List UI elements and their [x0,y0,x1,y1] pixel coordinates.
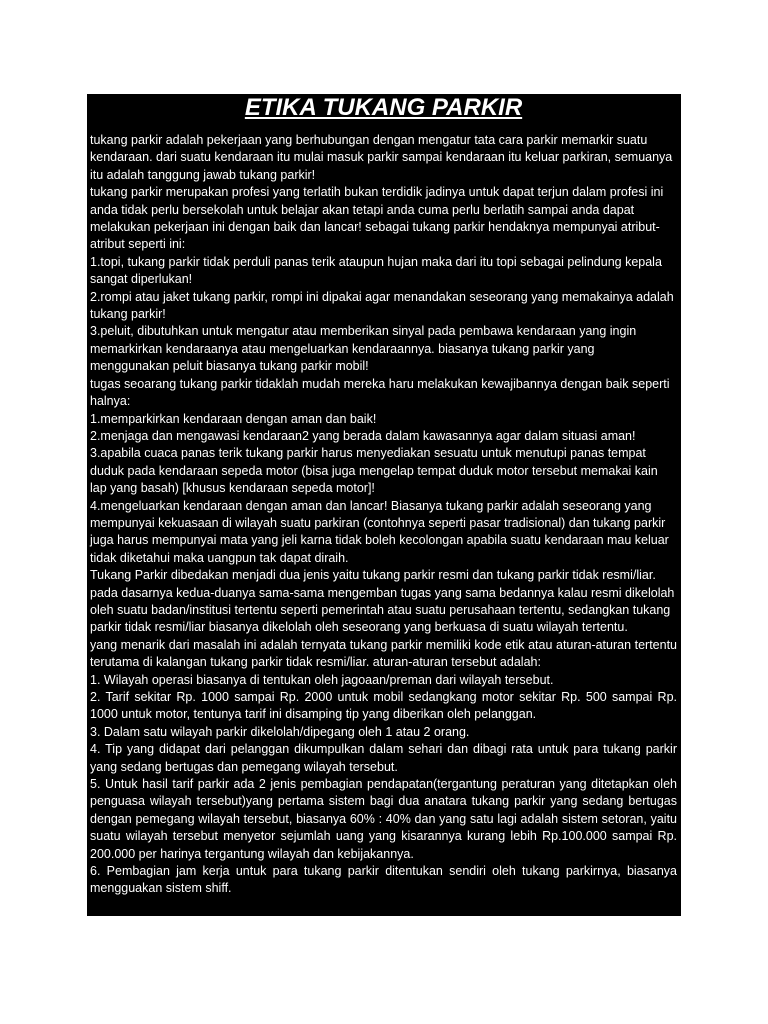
paragraph-rule-3: 3. Dalam satu wilayah parkir dikelolah/dipegang oleh 1 atau 2 orang. [90,724,470,739]
paragraph-rule-5: 5. Untuk hasil tarif parkir ada 2 jenis pembagian pendapatan(tergantung peraturan yang ditetapkan oleh penguasa wilayah tersebut)yang pertama sistem bagi dua anatara tukang parkir yang sedang bertugas dengan pemegang wilayah tersebut, biasanya 60% : 40% dan yang satu lagi adalah sistem setoran, yaitu suatu wilayah tersebut menyetor sejumlah uang yang kisarannya kurang lebih Rp.100.000 sampai Rp. 200.000 per harinya tergantung wilayah dan kebijakannya. [90,777,677,861]
paragraph-rule-1: 1. Wilayah operasi biasanya di tentukan oleh jagoaan/preman dari wilayah tersebut. [90,672,554,687]
paragraph-types: Tukang Parkir dibedakan menjadi dua jenis yaitu tukang parkir resmi dan tukang parkir tidak resmi/liar. pada dasarnya kedua-duanya sama-sama mengemban tugas yang sama bedannya kalau resmi dikelolah oleh suatu badan/institusi tertentu seperti pemerintah atau suatu perusahaan tertentu, sedangkan tukang parkir tidak resmi/liar biasanya dikelolah oleh seseorang yang berkuasa di suatu wilayah tertentu. [90,568,675,635]
paragraph-attribute-vest: 2.rompi atau jaket tukang parkir, rompi ini dipakai agar menandakan seseorang yang memakainya adalah tukang parkir! [90,289,674,322]
paragraph-rules-intro: yang menarik dari masalah ini adalah ternyata tukang parkir memiliki kode etik atau aturan-aturan tertentu terutama di kalangan tukang parkir tidak resmi/liar. aturan-aturan tersebut adalah: [90,637,677,670]
paragraph-rule-6: 6. Pembagian jam kerja untuk para tukang parkir ditentukan sendiri oleh tukang parkirnya, biasanya mengguakan sistem shiff. [90,864,677,896]
paragraph-attribute-hat: 1.topi, tukang parkir tidak perduli panas terik ataupun hujan maka dari itu topi sebagai pelindung kepala sangat diperlukan! [90,254,662,287]
document-title: ETIKA TUKANG PARKIR [244,94,523,121]
paragraph-duty-2: 2.menjaga dan mengawasi kendaraan2 yang berada dalam kawasannya agar dalam situasi aman! [90,428,636,443]
paragraph-duty-3: 3.apabila cuaca panas terik tukang parkir harus menyediakan sesuatu untuk menutupi panas tempat duduk pada kendaraan sepeda motor (bisa juga mengelap tempat duduk motor tersebut memakai kain lap yang basah) [khusus kendaraan sepeda motor]! [90,446,658,496]
paragraph-rule-4: 4. Tip yang didapat dari pelanggan dikumpulkan dalam sehari dan dibagi rata untuk para tukang parkir yang sedang bertugas dan pemegang wilayah tersebut. [90,742,677,774]
paragraph-rule-2: 2. Tarif sekitar Rp. 1000 sampai Rp. 2000 untuk mobil sedangkang motor sekitar Rp. 500 sampai Rp. 1000 untuk motor, tentunya tarif ini disamping tip yang diberikan oleh pelanggan. [90,690,677,722]
paragraph-attribute-whistle: 3.peluit, dibutuhkan untuk mengatur atau memberikan sinyal pada pembawa kendaraan yang ingin memarkirkan kendaraanya atau mengeluarkan kendaraannya. biasanya tukang parkir yang menggunakan peluit biasanya tukang parkir mobil! [90,324,637,374]
paragraph-duty-1: 1.memparkirkan kendaraan dengan aman dan baik! [90,411,377,426]
document-body [90,132,677,898]
paragraph-duty-4: 4.mengeluarkan kendaraan dengan aman dan lancar! Biasanya tukang parkir adalah seseorang yang mempunyai kekuasaan di wilayah suatu parkiran (contohnya seperti pasar tradisional) dan tukang parkir juga harus mempunyai mata yang jeli karna tidak boleh kecolongan apabila suatu kendaraan mau keluar tidak diketahui maka uangpun tak dapat diraih. [90,498,669,565]
document-page [87,94,681,916]
paragraph-intro: tukang parkir adalah pekerjaan yang berhubungan dengan mengatur tata cara parkir memarkir suatu kendaraan. dari suatu kendaraan itu mulai masuk parkir sampai kendaraan itu keluar parkiran, semuanya itu adalah tanggung jawab tukang parkir! [90,133,673,182]
paragraph-profession: tukang parkir merupakan profesi yang terlatih bukan terdidik jadinya untuk dapat terjun dalam profesi ini anda tidak perlu bersekolah untuk belajar akan tetapi anda cuma perlu berlatih sampai anda dapat melakukan pekerjaan ini dengan baik dan lancar! sebagai tukang parkir hendaknya mempunyai atribut-atribut seperti ini: [90,185,664,252]
paragraph-duties-intro: tugas seoarang tukang parkir tidaklah mudah mereka haru melakukan kewajibannya dengan baik seperti halnya: [90,376,670,409]
